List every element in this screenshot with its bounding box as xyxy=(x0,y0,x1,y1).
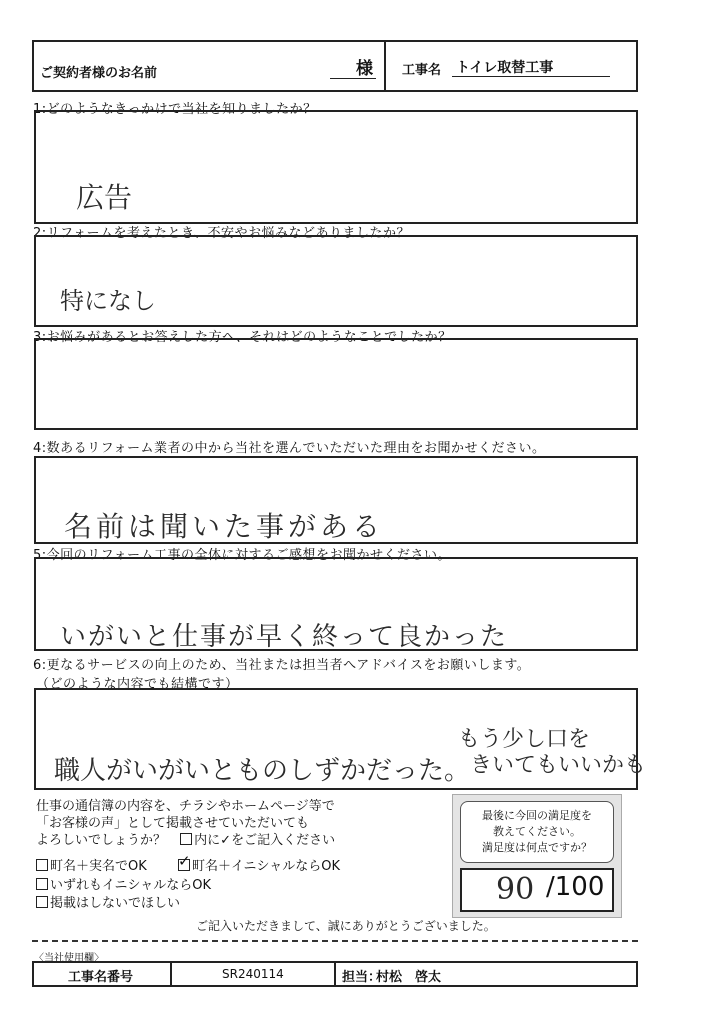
office-use-label: 〈当社使用欄〉 xyxy=(34,953,104,964)
question-4: 4:数あるリフォーム業者の中から当社を選んでいただいた理由をお聞かせください。 xyxy=(33,441,546,456)
answer-4: 名前は聞いた事がある xyxy=(64,510,385,543)
thanks-message: ご記入いただきまして、誠にありがとうございました。 xyxy=(196,919,496,933)
honorific-label: 様 xyxy=(356,59,373,79)
option-label: いずれもイニシャルならOK xyxy=(50,878,211,893)
checkbox-checked-icon[interactable] xyxy=(178,852,191,871)
satisfaction-prompt-2: 教えてください。 xyxy=(493,825,581,838)
option-label: 町名＋実名でOK xyxy=(50,859,147,874)
question-2: 2:リフォームを考えたとき、不安やお悩みなどありましたか？ xyxy=(33,226,410,241)
office-divider-1 xyxy=(170,961,172,987)
checkbox-icon[interactable] xyxy=(36,878,48,890)
header-divider xyxy=(384,40,386,92)
project-name-underline xyxy=(452,76,610,77)
answer-box-3 xyxy=(34,338,638,430)
answer-2: 特になし xyxy=(60,287,156,315)
question-1: 1:どのようなきっかけで当社を知りましたか？ xyxy=(33,102,317,117)
satisfaction-score: 90 xyxy=(496,872,535,907)
checkbox-icon[interactable] xyxy=(36,859,48,871)
project-number-value: SR240114 xyxy=(222,967,284,981)
project-name-label: 工事名 xyxy=(402,63,442,78)
question-5: 5:今回のリフォーム工事の全体に対するご感想をお聞かせください。 xyxy=(33,548,452,563)
answer-5: いがいと仕事が早く終って良かった xyxy=(60,622,509,652)
publication-line-1: 仕事の通信簿の内容を、チラシやホームページ等で xyxy=(36,799,335,814)
option-label: 町名＋イニシャルならOK xyxy=(192,859,340,874)
answer-6-extra-1: もう少し口を xyxy=(458,727,591,752)
question-6: 6:更なるサービスの向上のため、当社または担当者へアドバイスをお願いします。 xyxy=(33,658,531,673)
project-number-label: 工事名番号 xyxy=(68,970,134,985)
check-mark-icon: ✓ xyxy=(178,852,191,870)
checkbox-icon[interactable] xyxy=(36,896,48,908)
satisfaction-prompt-box xyxy=(460,801,614,863)
office-divider-2 xyxy=(334,961,336,987)
project-name-value: トイレ取替工事 xyxy=(456,60,554,76)
satisfaction-prompt-1: 最後に今回の満足度を xyxy=(482,809,592,822)
option-real-name[interactable] xyxy=(36,855,147,874)
option-no-publication[interactable] xyxy=(36,892,180,911)
staff-label: 担当： xyxy=(342,970,382,985)
publication-line-2: 「お客様の声」として掲載させていただいても xyxy=(36,816,310,831)
dashed-divider xyxy=(32,940,638,942)
question-6-note: （どのような内容でも結構です） xyxy=(36,677,239,692)
satisfaction-prompt-3: 満足度は何点ですか？ xyxy=(482,841,592,854)
publication-instruction-a: 内に xyxy=(194,833,221,848)
answer-6: 職人がいがいとものしずかだった。 xyxy=(54,756,471,786)
customer-name-label: ご契約者様のお名前 xyxy=(40,66,158,81)
option-all-initials[interactable] xyxy=(36,874,211,893)
satisfaction-max: /100 xyxy=(546,872,605,902)
answer-6-extra-2: きいてもいいかも xyxy=(470,753,647,778)
staff-name: 村松 啓太 xyxy=(376,970,442,985)
option-label: 掲載はしないでほしい xyxy=(50,896,181,911)
option-initial[interactable] xyxy=(178,852,340,874)
publication-line-3 xyxy=(36,829,335,848)
publication-instruction-b: をご記入ください xyxy=(231,833,336,848)
check-mark-icon: ✓ xyxy=(220,833,232,848)
publication-question: よろしいでしょうか？ xyxy=(36,833,167,848)
question-3: 3:お悩みがあるとお答えした方へ、それはどのようなことでしたか？ xyxy=(33,330,452,345)
answer-1: 広告 xyxy=(76,181,133,214)
instruction-checkbox-icon xyxy=(180,833,192,845)
